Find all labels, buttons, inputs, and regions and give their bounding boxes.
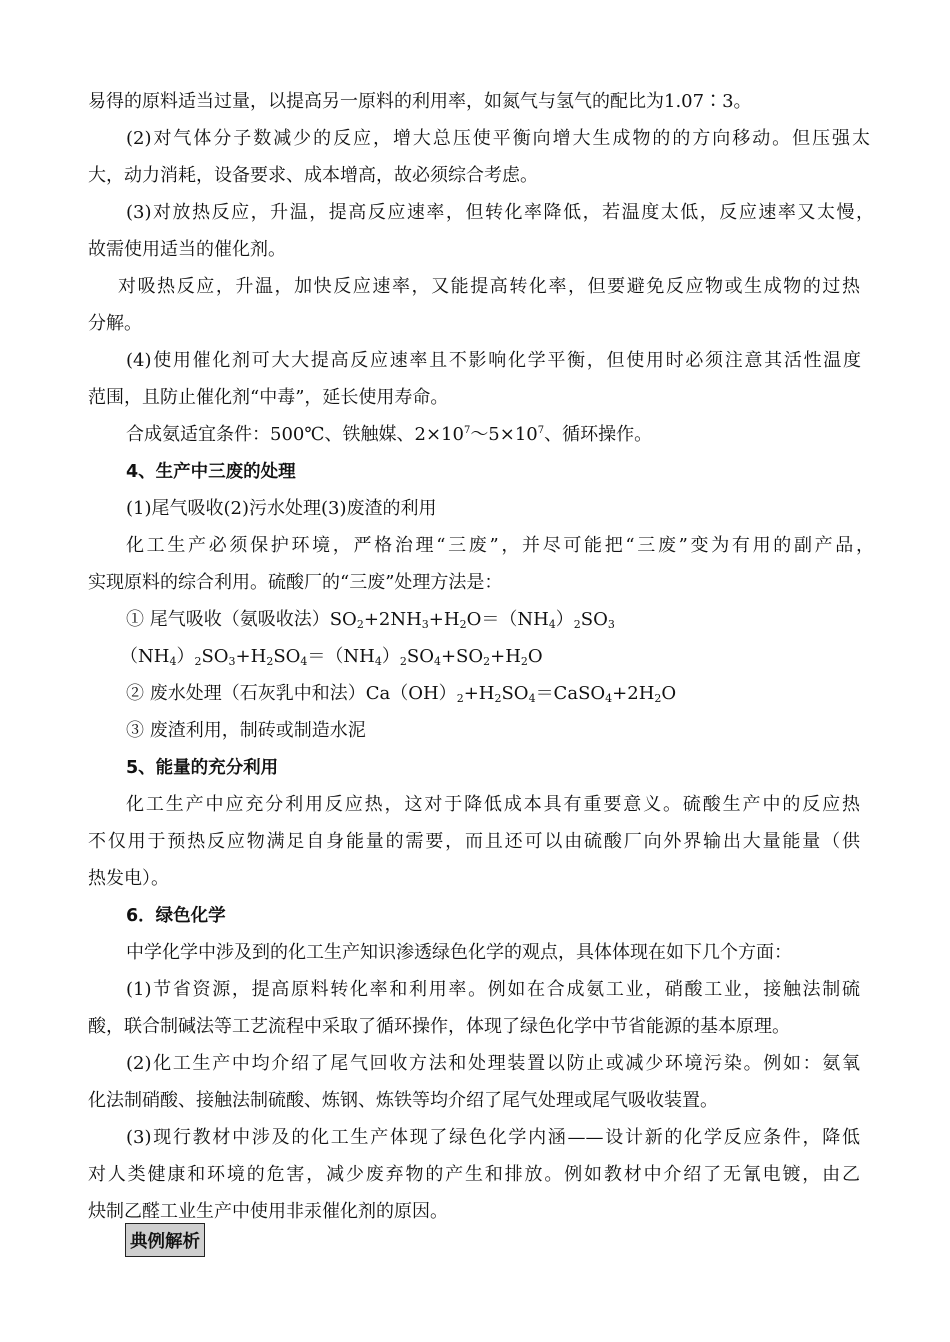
equation-3: ② 废水处理（石灰乳中和法）$Ca(OH)_2+H_2SO_4=CaSO_4+2H_2O$ [126,683,677,705]
para-line: (3)现行教材中涉及的化工生产体现了绿色化学内涵——设计新的化学反应条件，降低 [126,1127,860,1148]
para-line: 对吸热反应，升温，加快反应速率，又能提高转化率，但要避免反应物或生成物的过热 [118,276,860,297]
para-line: 化工生产必须保护环境，严格治理“三废”，并尽可能把“三废”变为有用的副产品， [126,535,874,556]
para-line: 热发电）。 [88,868,169,889]
para-line: (2)化工生产中均介绍了尾气回收方法和处理装置以防止或减少环境污染。例如：氨氧 [126,1053,860,1074]
para-line: 炔制乙醛工业生产中使用非汞催化剂的原因。 [88,1201,448,1222]
para-line: 实现原料的综合利用。硫酸厂的“三废”处理方法是： [88,572,503,593]
para-line: 故需使用适当的催化剂。 [88,239,286,260]
para-line: 范围，且防止催化剂“中毒”，延长使用寿命。 [88,387,449,408]
para-line: 化法制硝酸、接触法制硫酸、炼钢、炼铁等均介绍了尾气处理或尾气吸收装置。 [88,1090,718,1111]
para-line: ③ 废渣利用，制砖或制造水泥 [126,720,366,741]
para-line: (3)对放热反应，升温，提高反应速率，但转化率降低，若温度太低，反应速率又太慢， [126,202,874,223]
ammonia-conditions-line: 合成氨适宜条件：500℃、铁触媒、$2\times 10^7\sim 5\times 10^7$、循环操作。 [126,424,653,445]
heading-green-chemistry: 6．绿色化学 [126,906,226,926]
para-line: 化工生产中应充分利用反应热，这对于降低成本具有重要意义。硫酸生产中的反应热 [126,794,860,815]
para-line: 大，动力消耗，设备要求、成本增高，故必须综合考虑。 [88,165,538,186]
para-line: (1)节省资源，提高原料转化率和利用率。例如在合成氨工业，硝酸工业，接触法制硫 [126,979,860,1000]
para-line: 中学化学中涉及到的化工生产知识渗透绿色化学的观点，具体体现在如下几个方面： [126,942,792,963]
para-line: (4)使用催化剂可大大提高反应速率且不影响化学平衡，但使用时必须注意其活性温度 [126,350,861,371]
para-line: 不仅用于预热反应物满足自身能量的需要，而且还可以由硫酸厂向外界输出大量能量（供 [88,831,860,852]
para-line: 对人类健康和环境的危害，减少废弃物的产生和排放。例如教材中介绍了无氰电镀，由乙 [88,1164,860,1185]
para-line: 易得的原料适当过量，以提高另一原料的利用率，如氮气与氢气的配比为1.07∶3。 [88,91,752,112]
heading-energy-use: 5、能量的充分利用 [126,758,279,778]
equation-1: ① 尾气吸收（氨吸收法）$SO_2+2NH_3+H_2O=(NH_4)_2SO_3$ [126,609,615,631]
para-line: (2)对气体分子数减少的反应，增大总压使平衡向增大生成物的的方向移动。但压强太 [126,128,870,149]
section-label-typical-examples: 典例解析 [125,1223,205,1257]
para-line: 酸，联合制碱法等工艺流程中采取了循环操作，体现了绿色化学中节省能源的基本原理。 [88,1016,790,1037]
para-line: (1)尾气吸收(2)污水处理(3)废渣的利用 [126,498,437,519]
para-line: 分解。 [88,313,142,334]
heading-waste-treatment: 4、生产中三废的处理 [126,462,296,482]
equation-2: $(NH_4)_2SO_3+H_2SO_4=(NH_4)_2SO_4+SO_2+H_2O$ [120,646,543,668]
